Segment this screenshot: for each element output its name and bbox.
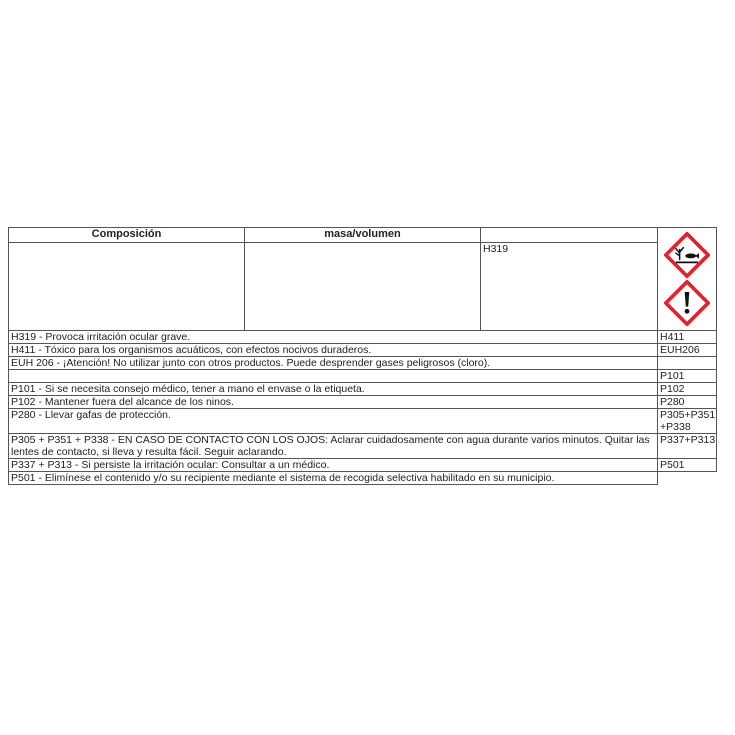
statement-row: [9, 357, 717, 370]
statement-row: [9, 472, 717, 485]
hazard-code-cell: H319: [481, 242, 658, 330]
statement-code-empty: [658, 472, 717, 485]
composition-cell: [9, 242, 245, 330]
statement-code: H411: [658, 331, 717, 344]
environment-hazard-icon: [664, 232, 710, 278]
statement-text: P101 - Si se necesita consejo médico, tener a mano el envase o la etiqueta.: [9, 383, 658, 396]
composition-row: [9, 242, 717, 330]
statement-row: [9, 434, 717, 459]
mass-volume-cell: [245, 242, 481, 330]
statement-row: [9, 370, 717, 383]
statement-text: [9, 370, 658, 383]
header-mass-volume: masa/volumen: [245, 228, 481, 243]
statement-code: [658, 357, 717, 370]
statement-text: EUH 206 - ¡Atención! No utilizar junto con otros productos. Puede desprender gases peligrosos (cloro).: [9, 357, 658, 370]
statement-row: [9, 383, 717, 396]
safety-data-table: [8, 227, 717, 485]
statement-text: P501 - Elimínese el contenido y/o su recipiente mediante el sistema de recogida selectiva habilitado en su municipio.: [9, 472, 658, 485]
statement-code: P280: [658, 396, 717, 409]
statement-code: P101: [658, 370, 717, 383]
statement-row: [9, 459, 717, 472]
statement-code: P305+P351 +P338: [658, 409, 717, 434]
statement-code: P501: [658, 459, 717, 472]
statement-row: [9, 344, 717, 357]
statement-code: EUH206: [658, 344, 717, 357]
pictogram-cell: [658, 228, 717, 331]
statement-code: P102: [658, 383, 717, 396]
statement-text: P305 + P351 + P338 - EN CASO DE CONTACTO CON LOS OJOS: Aclarar cuidadosamente con agua durante varios minutos. Quitar las lentes de contacto, si lleva y resulta fácil. Seguir aclarando.: [9, 434, 658, 459]
statement-code: P337+P313: [658, 434, 717, 459]
header-composition: Composición: [9, 228, 245, 243]
header-blank: [481, 228, 658, 243]
statement-text: H319 - Provoca irritación ocular grave.: [9, 331, 658, 344]
statement-row: [9, 396, 717, 409]
statement-text: H411 - Tóxico para los organismos acuáticos, con efectos nocivos duraderos.: [9, 344, 658, 357]
exclamation-mark-icon: [664, 280, 710, 326]
statement-text: P102 - Mantener fuera del alcance de los ninos.: [9, 396, 658, 409]
statement-text: P280 - Llevar gafas de protección.: [9, 409, 658, 434]
statement-row: [9, 331, 717, 344]
statement-row: [9, 409, 717, 434]
header-row: [9, 228, 717, 243]
statement-text: P337 + P313 - Si persiste la irritación ocular: Consultar a un médico.: [9, 459, 658, 472]
